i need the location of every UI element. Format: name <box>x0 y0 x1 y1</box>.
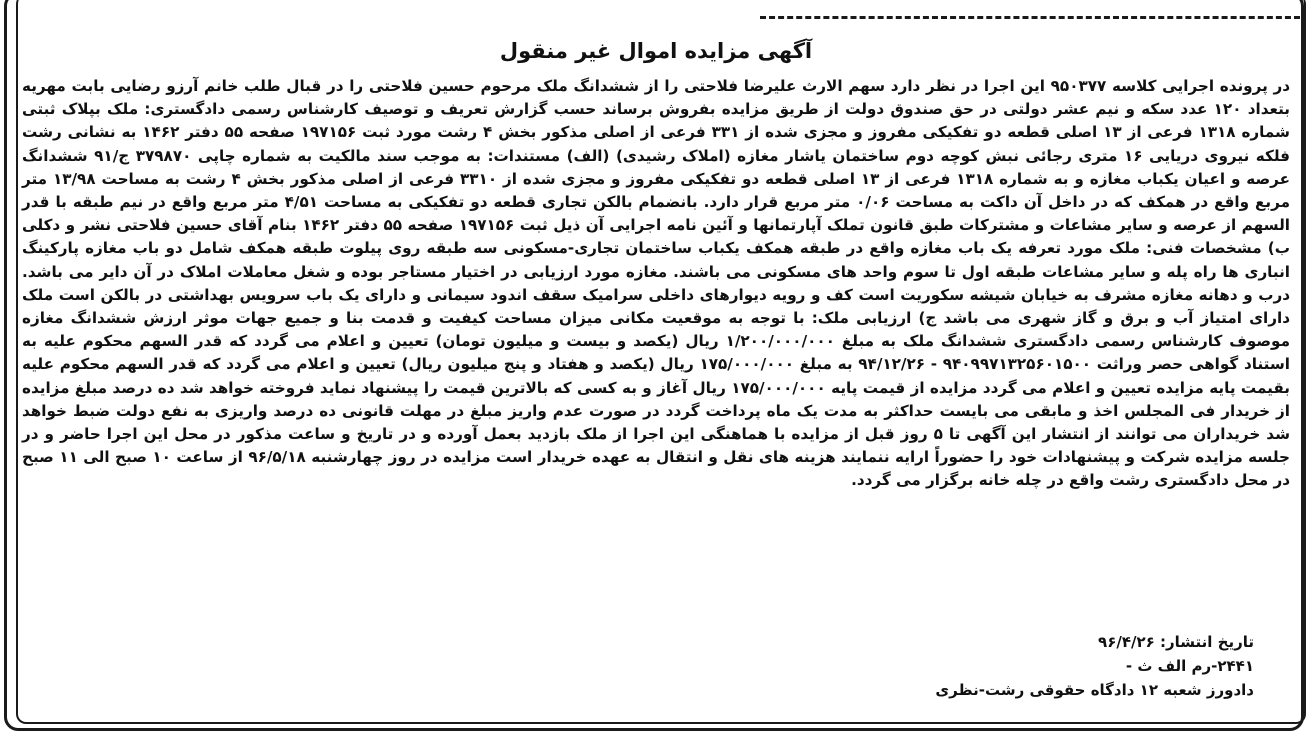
publish-date: تاریخ انتشار: ۹۶/۴/۲۶ <box>1098 633 1254 651</box>
notice-title: آگهی مزایده اموال غیر منقول <box>499 39 813 63</box>
signer: دادورز شعبه ۱۲ دادگاه حقوقی رشت-نظری <box>935 681 1254 699</box>
reference-code: ۲۴۴۱-رم الف ث - <box>1125 657 1254 675</box>
dashed-separator <box>760 16 1300 19</box>
notice-body <box>22 75 1290 493</box>
notice-footer <box>935 630 1254 702</box>
notice-paragraph: در پرونده اجرایی کلاسه ۹۵۰۳۷۷ این اجرا در نظر دارد سهم الارث علیرضا فلاحتی را از ششدانگ ملک مرحوم حسین فلاحتی را در قبال طلب خانم آرزو رضایی بابت مهریه بتعداد ۱۲۰ عدد سکه و نیم عشر دولتی در حق صندوق دولت از طریق مزایده بفروش برساند حسب گزارش تعریف و توصیف کارشناس رسمی دادگستری: ملک بپلاک ثبتی شماره ۱۳۱۸ فرعی از ۱۳ اصلی قطعه دو تفکیکی مفروز و مجزی شده از ۳۳۱ فرعی از اصلی مذکور بخش ۴ رشت مورد ثبت ۱۹۷۱۵۶ صفحه ۵۵ دفتر ۱۴۶۲ به نشانی رشت فلکه نیروی دریایی ۱۶ متری رجائی نبش کوچه دوم ساختمان یاشار مغازه (املاک رشیدی) (الف) مستندات: به موجب سند مالکیت به شماره چاپی ۳۷۹۸۷۰ ج/۹۱ ششدانگ عرصه و اعیان یکباب مغازه و به شماره ۱۳۱۸ فرعی از ۱۳ اصلی قطعه دو تفکیکی مفروز و مجزی شده از ۳۳۱۰ فرعی از اصلی مذکور بخش ۴ رشت به مساحت ۱۳/۹۸ متر مربع واقع در همکف که در داخل آن داکت به مساحت ۰/۰۶ متر مربع قرار دارد. بانضمام بالکن تجاری قطعه دو تفکیکی به مساحت ۴/۵۱ متر مربع واقع در نیم طبقه با قدر السهم از عرصه و سایر مشاعات و مشترکات طبق قانون تملک آپارتمانها و آئین نامه اجرایی آن ذیل ثبت ۱۹۷۱۵۶ صفحه ۵۵ دفتر ۱۴۶۲ بنام آقای حسین فلاحتی نشر و دکلی ب) مشخصات فنی: ملک مورد تعرفه یک باب مغازه واقع در طبقه همکف یکباب ساختمان تجاری-مسکونی سه طبقه روی پیلوت طبقه همکف شامل دو باب مغازه پارکینگ انباری ها راه پله و سایر مشاعات طبقه اول تا سوم واحد های مسکونی می باشند. مغازه مورد ارزیابی در اختیار مستاجر بوده و شغل معاملات املاک در آن دایر می باشد. درب و دهانه مغازه مشرف به خیابان شیشه سکوریت است کف و رویه دیوارهای داخلی سرامیک سقف اندود سیمانی و دارای یک باب سرویس بهداشتی در بالکن است ملک دارای امتیاز آب و برق و گاز شهری می باشد ج) ارزیابی ملک: با توجه به موقعیت مکانی میزان مساحت کیفیت و قدمت بنا و جمیع جهات موثر ارزش ششدانگ مغازه موصوف کارشناس رسمی دادگستری ششدانگ ملک به مبلغ ۱/۲۰۰/۰۰۰/۰۰۰ ریال (یکصد و بیست و میلیون تومان) تعیین و اعلام می گردد که قدر السهم محکوم علیه به استناد گواهی حصر وراثت ۹۴۰۹۹۷۱۳۲۵۶۰۱۵۰۰ - ۹۴/۱۲/۲۶ به مبلغ ۱۷۵/۰۰۰/۰۰۰ ریال (یکصد و هفتاد و پنج میلیون ریال) تعیین و اعلام می گردد که قدر السهم محکوم علیه بقیمت پایه مزایده تعیین و اعلام می گردد مزایده از قیمت پایه ۱۷۵/۰۰۰/۰۰۰ ریال آغاز و به کسی که بالاترین قیمت را پیشنهاد نماید فروخته خواهد شد ده درصد مبلغ مزایده از خریدار فی المجلس اخذ و مابقی می بایست حداکثر به مدت یک ماه پرداخت گردد در صورت عدم واریز مبلغ در مهلت قانونی ده درصد واریزی به نفع دولت ضبط خواهد شد خریداران می توانند از انتشار این آگهی تا ۵ روز قبل از مزایده با هماهنگی این اجرا از ملک بازدید بعمل آورده و در تاریخ و ساعت مذکور در محل این اجرا حاضر و در جلسه مزایده شرکت و پیشنهادات خود را حضوراً ارایه ننمایند هزینه های نقل و انتقال به عهده خریدار است مزایده در روز چهارشنبه ۹۶/۵/۱۸ از ساعت ۱۰ صبح الی ۱۱ صبح در محل دادگستری رشت واقع در چله خانه برگزار می گردد. <box>22 77 1291 490</box>
